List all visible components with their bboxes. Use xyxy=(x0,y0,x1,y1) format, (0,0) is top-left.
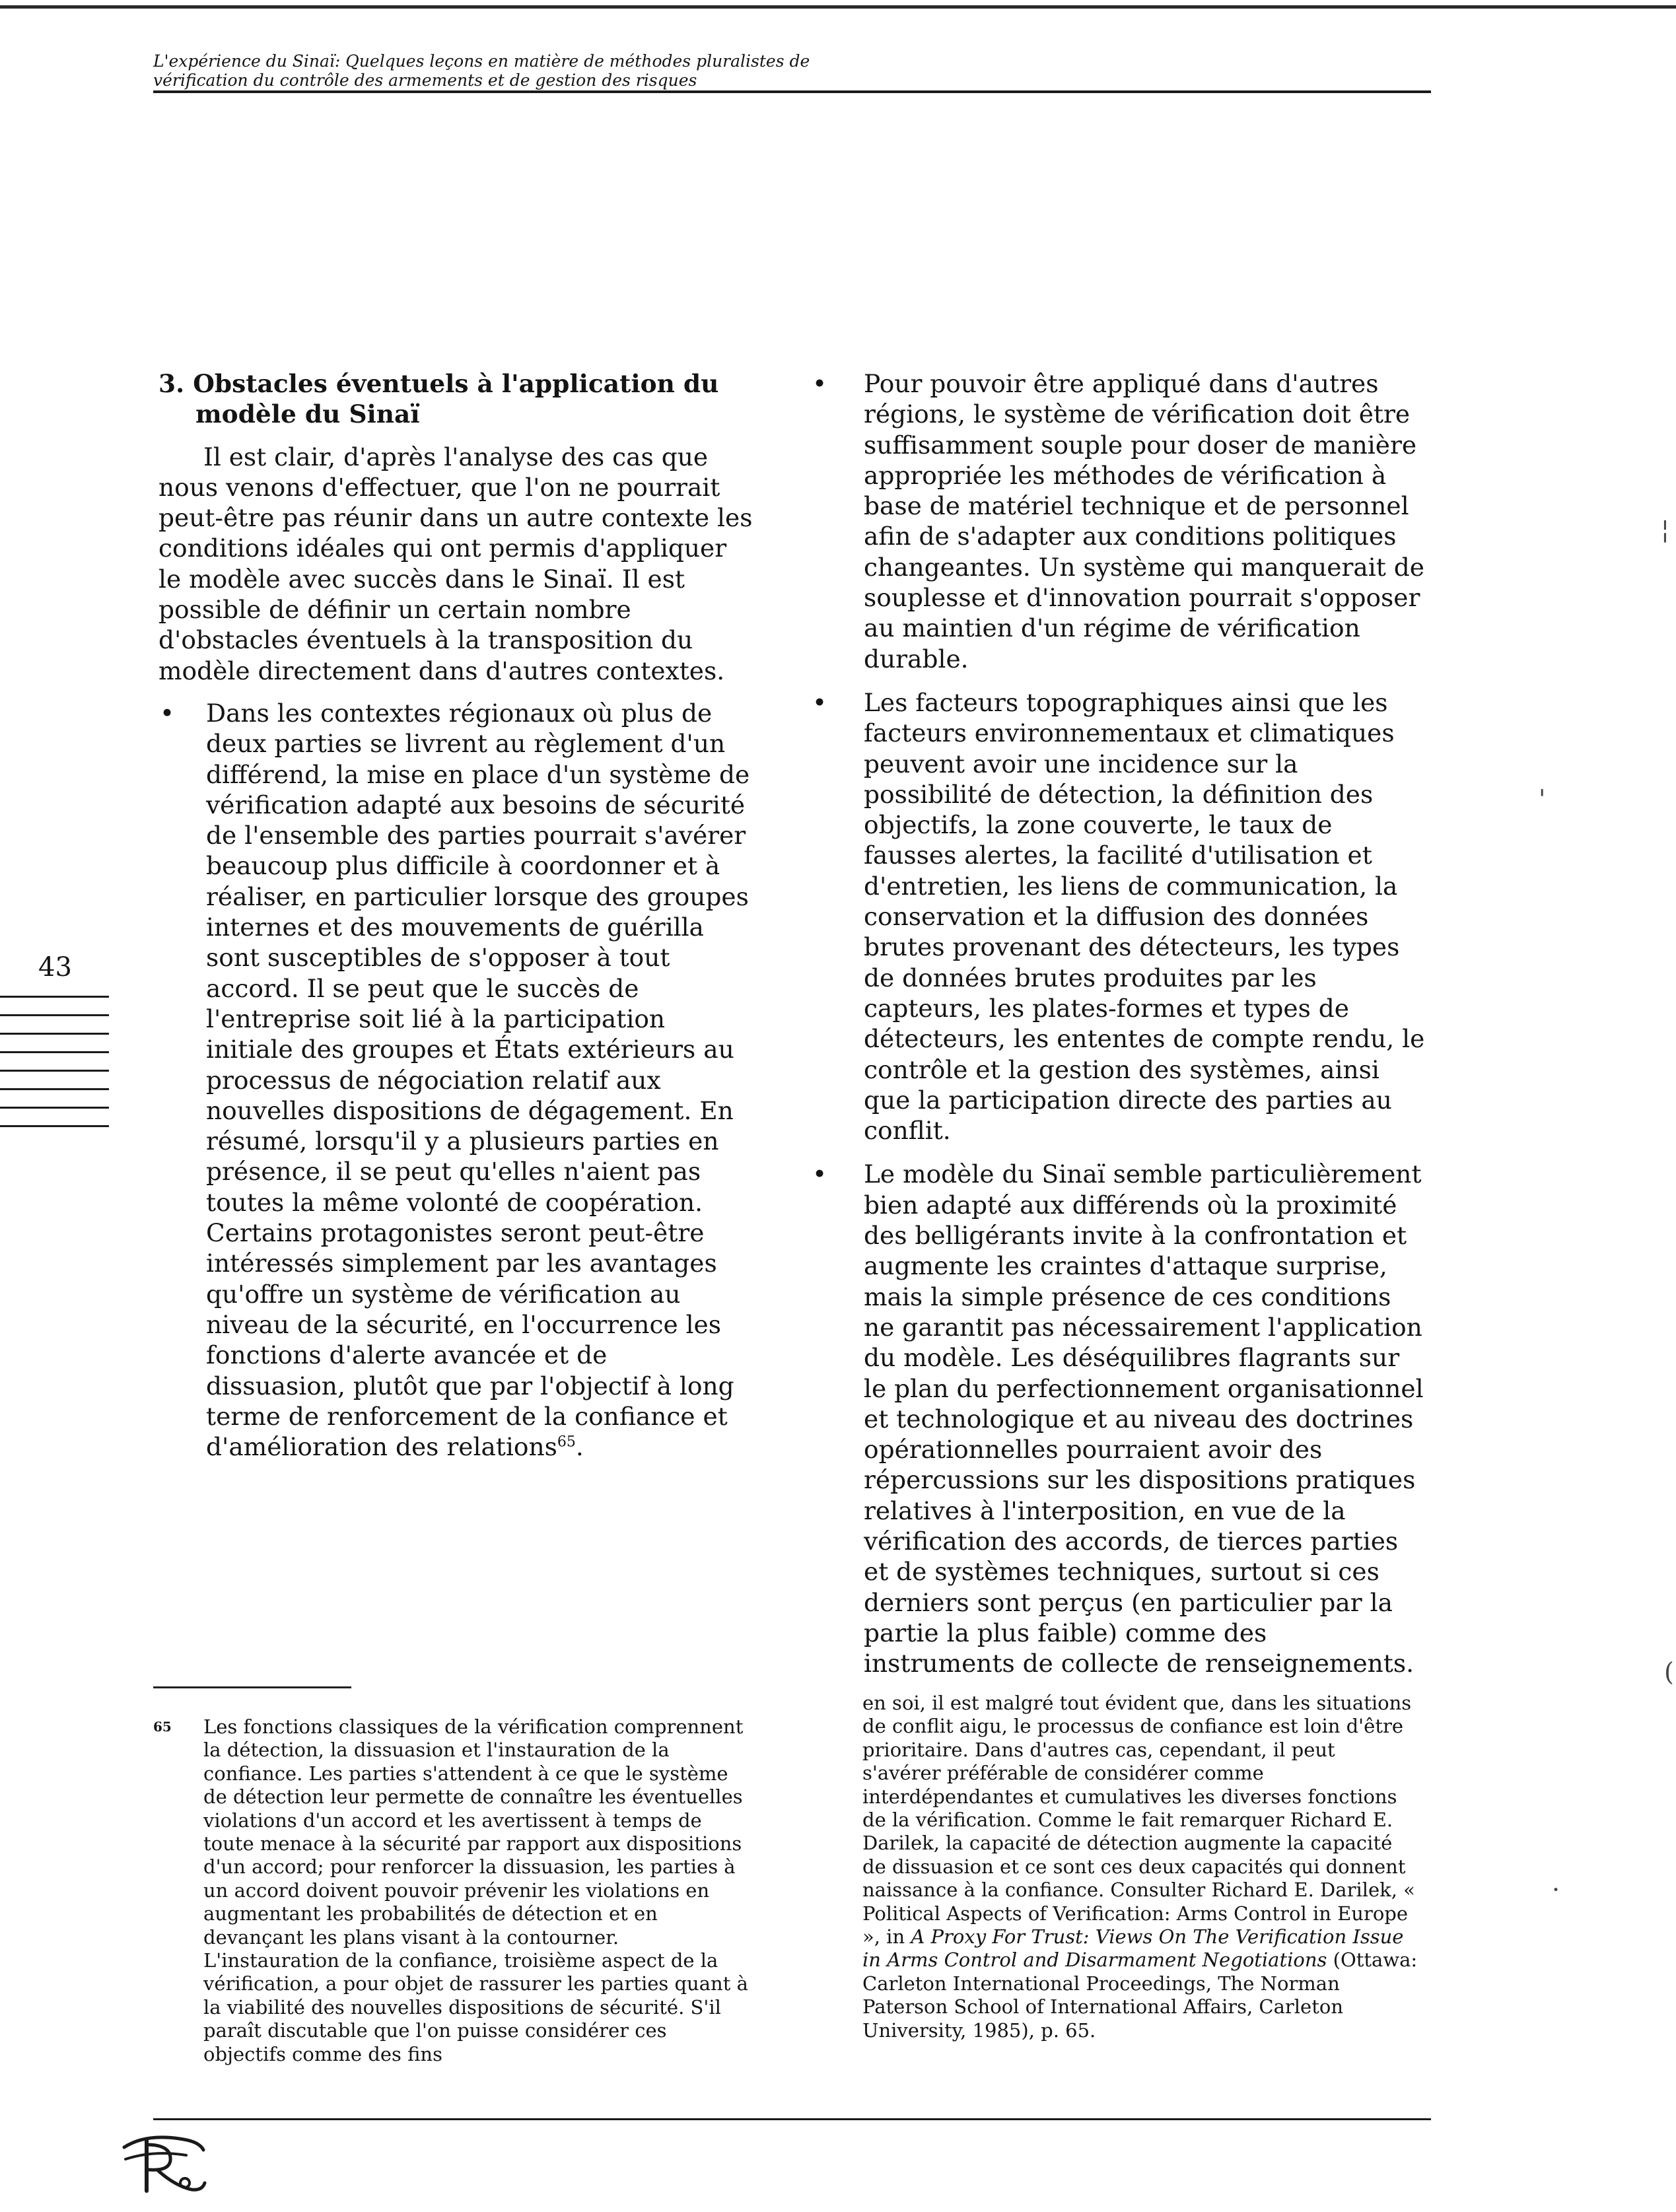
bullet-text: Les facteurs topographiques ainsi que les facteurs environnementaux et climatiques peuvent avoir une incidence sur la possibilité de détection, la définition des objectifs, la zone couverte, le taux de fausses alertes, la facilité d'utilisation et d'entretien, les liens de communication, la conservation et la diffusion des données brutes provenant des détecteurs, les types de données brutes produites par les capteurs, les plates-formes et types de détecteurs, les ententes de compte rendu, le contrôle et la gestion des systèmes, ainsi que la participation directe des parties au conflit. xyxy=(864,687,1425,1146)
footnote-book-title: A Proxy For Trust: Views On The Verification Issue in Arms Control and Disarmament Negotiations xyxy=(862,1925,1404,1972)
bullet-dot: • xyxy=(812,369,827,398)
footnote-text: Les fonctions classiques de la vérification comprennent la détection, la dissuasion et l'instauration de la confiance. Les parties s'attendent à ce que le système de détection leur permette de connaître les éventuelles violations d'un accord et les avertissent à temps de toute menace à la sécurité par rapport aux dispositions d'un accord; pour renforcer la dissuasion, les parties à un accord doivent pouvoir prévenir les violations en augmentant les probabilités de détection et en devançant les plans visant à la contourner. L'instauration de la confiance, troisième aspect de la vérification, a pour objet de rassurer les parties quant à la viabilité des nouvelles dispositions de sécurité. S'il paraît discutable que l'on puisse considérer ces objectifs comme des fins xyxy=(203,1715,748,2065)
bullet-text: Le modèle du Sinaï semble particulièrement bien adapté aux différends où la proximité des belligérants invite à la confrontation et augmente les craintes d'attaque surprise, mais la simple présence de ces conditions ne garantit pas nécessairement l'application du modèle. Les déséquilibres flagrants sur le plan du perfectionnement organisationnel et technologique et au niveau des doctrines opérationnelles pourraient avoir des répercussions sur les dispositions pratiques relatives à l'interposition, en vue de la vérification des accords, de tierces parties et de systèmes techniques, surtout si ces derniers sont perçus (en particulier par la partie la plus faible) comme des instruments de collecte de renseignements. xyxy=(864,1159,1424,1678)
right-column xyxy=(811,368,1425,1692)
running-header-line-1: L'expérience du Sinaï: Quelques leçons en matière de méthodes pluralistes de xyxy=(153,52,810,71)
bullet-item xyxy=(811,1159,1425,1678)
footnote-left xyxy=(153,1715,751,2066)
top-edge-rule xyxy=(0,5,1676,9)
bullet-item xyxy=(811,687,1425,1146)
scan-mark: ¦ xyxy=(1661,515,1669,544)
footer-rule xyxy=(153,2118,1431,2120)
running-header-line-2: vérification du contrôle des armements et de gestion des risques xyxy=(153,71,697,90)
scan-mark: ' xyxy=(1539,784,1546,813)
left-column xyxy=(158,368,753,1471)
bullet-text: Dans les contextes régionaux où plus de deux parties se livrent au règlement d'un différend, la mise en place d'un système de vérification adapté aux besoins de sécurité de l'ensemble des parties pourrait s'avérer beaucoup plus difficile à coordonner et à réaliser, en particulier lorsque des groupes internes et des mouvements de guérilla sont susceptibles de s'opposer à tout accord. Il se peut que le succès de l'entreprise soit lié à la participation initiale des groupes et États extérieurs au processus de négociation relatif aux nouvelles dispositions de dégagement. En résumé, lorsqu'il y a plusieurs parties en présence, il se peut qu'elles n'aient pas toutes la même volonté de coopération. Certains protagonistes seront peut-être intéressés simplement par les avantages qu'offre un système de vérification au niveau de la sécurité, en l'occurrence les fonctions d'alerte avancée et de dissuasion, plutôt que par l'objectif à long terme de renforcement de la confiance et d'amélioration des relations xyxy=(206,698,750,1462)
footnote-number: 65 xyxy=(153,1719,172,1735)
bullet-dot: • xyxy=(812,687,827,717)
bullet-dot: • xyxy=(812,1159,827,1189)
footnote-rule xyxy=(153,1686,351,1688)
footnote-continuation: en soi, il est malgré tout évident que, dans les situations de conflit aigu, le processus de confiance est loin d'être prioritaire. Dans d'autres cas, cependant, il peut s'avérer préférable de considérer comme interdépendantes et cumulatives les diverses fonctions de la vérification. Comme le fait remarquer Richard E. Darilek, la capacité de détection augmente la capacité de dissuasion et ce sont ces deux capacités qui donnent naissance à la confiance. Consulter Richard E. Darilek, « Political Aspects of Verification: Arms Control in Europe », in xyxy=(862,1692,1415,1949)
running-header xyxy=(153,52,1408,90)
bullet-item xyxy=(811,368,1425,674)
footnote-reference: 65 xyxy=(557,1434,576,1451)
page-number: 43 xyxy=(38,952,72,983)
header-rule xyxy=(153,90,1431,93)
bullet-text: Pour pouvoir être appliqué dans d'autres régions, le système de vérification doit être suffisamment souple pour doser de manière appropriée les méthodes de vérification à base de matériel technique et de personnel afin de s'adapter aux conditions politiques changeantes. Un système qui manquerait de souplesse et d'innovation pourrait s'opposer au maintien d'un régime de vérification durable. xyxy=(864,369,1424,674)
publisher-logo-icon xyxy=(120,2130,207,2196)
scan-mark: · xyxy=(1552,1875,1560,1904)
section-heading: 3. Obstacles éventuels à l'application du modèle du Sinaï xyxy=(158,369,719,429)
margin-rules xyxy=(0,996,109,1144)
footnote-right xyxy=(862,1692,1418,2042)
bullet-end-punctuation: . xyxy=(575,1432,584,1462)
bullet-dot: • xyxy=(160,698,175,728)
footnote-citation: (Ottawa: Carleton International Proceedings, The Norman Paterson School of International Affairs, Carleton University, 1985), p. 65. xyxy=(862,1949,1418,2042)
scan-mark: ( xyxy=(1664,1657,1674,1686)
intro-paragraph: Il est clair, d'après l'analyse des cas que nous venons d'effectuer, que l'on ne pourrait peut-être pas réunir dans un autre contexte les conditions idéales qui ont permis d'appliquer le modèle avec succès dans le Sinaï. Il est possible de définir un certain nombre d'obstacles éventuels à la transposition du modèle directement dans d'autres contextes. xyxy=(158,442,753,685)
bullet-item xyxy=(158,698,753,1462)
